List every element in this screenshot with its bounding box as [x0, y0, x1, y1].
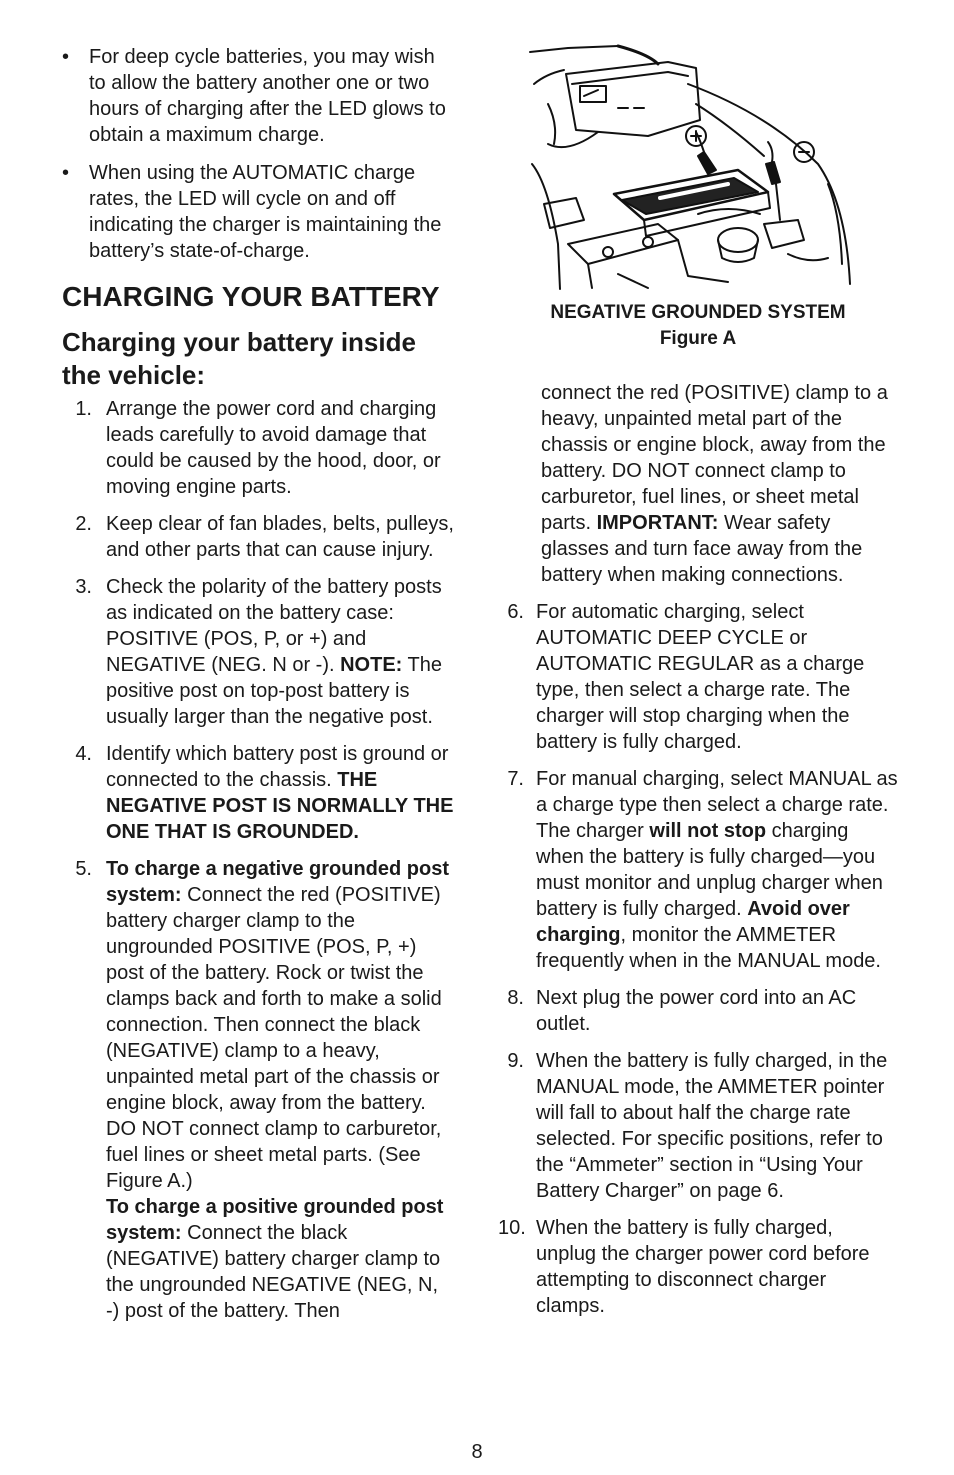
right-column [498, 44, 898, 1330]
negative-ground-text: Connect the red (POSITIVE) battery charger clamp to the ungrounded POSITIVE (POS, P, +) post of the battery. Rock or twist the clamps back and forth to make a solid connection. Then connect the black (NEGATIVE) clamp to a heavy, unpainted metal part of the chassis or engine block, away from the battery. DO NOT connect clamp to carburetor, fuel lines or sheet metal parts. (See Figure A.) [106, 884, 442, 1192]
step-8 [498, 985, 898, 1037]
bullet-symbol: • [62, 46, 70, 68]
negative-ground-label: To charge a negative grounded post system: [106, 858, 450, 906]
step-text: For automatic charging, select AUTOMATIC DEEP CYCLE or AUTOMATIC REGULAR as a charge type, then select a charge rate. The charger will stop charging when the battery is fully charged. [536, 601, 865, 753]
page-number: 8 [471, 1441, 483, 1463]
section-heading: CHARGING YOUR BATTERY [62, 281, 440, 312]
subsection-heading: Charging your battery inside the vehicle: [62, 327, 416, 390]
step-emphasis: Avoid over charging [536, 898, 850, 946]
step-number: 7. [507, 768, 524, 790]
ammeter-icon [580, 86, 606, 102]
step-5-continued [498, 380, 898, 588]
step-text: , monitor the AMMETER frequently when in the MANUAL mode. [536, 924, 881, 972]
step-number: 2. [75, 513, 92, 535]
step-number: 8. [507, 987, 524, 1009]
positive-ground-text: Connect the black (NEGATIVE) battery charger clamp to the ungrounded NEGATIVE (NEG, N, -) post of the battery. Then [106, 1222, 441, 1322]
step-number: 5. [75, 858, 92, 880]
step-text: Next plug the power cord into an AC outlet. [536, 987, 857, 1035]
bullet-item [62, 44, 454, 148]
step-10 [498, 1215, 898, 1319]
minus-marker-icon [794, 142, 814, 162]
step-6 [498, 599, 898, 755]
step-warning: THE NEGATIVE POST IS NORMALLY THE ONE THAT IS GROUNDED. [106, 769, 454, 843]
step-number: 6. [507, 601, 524, 623]
bullet-text: When using the AUTOMATIC charge rates, the LED will cycle on and off indicating the charger is maintaining the battery’s state-of-charge. [89, 162, 442, 262]
step-number: 4. [75, 743, 92, 765]
plus-marker-icon [686, 126, 706, 146]
note-label: NOTE: [340, 654, 403, 676]
step-text: Identify which battery post is ground or connected to the chassis. [106, 743, 449, 791]
step-number: 1. [75, 398, 92, 420]
step-9 [498, 1048, 898, 1204]
radiator-cap-icon [718, 228, 758, 252]
step-number: 10. [498, 1217, 526, 1239]
step-7 [498, 766, 898, 974]
figure-caption [498, 300, 898, 352]
important-text: Wear safety glasses and turn face away from the battery when making connections. [541, 512, 863, 586]
step-text: Arrange the power cord and charging leads carefully to avoid damage that could be caused by the hood, door, or moving engine parts. [106, 398, 441, 498]
step-text: For manual charging, select MANUAL as a charge type then select a charge rate. The charger [536, 768, 898, 842]
step-number: 9. [507, 1050, 524, 1072]
step-text: charging when the battery is fully charged—you must monitor and unplug charger when battery is fully charged. [536, 820, 883, 920]
positive-ground-label: To charge a positive grounded post system: [106, 1196, 444, 1244]
step-emphasis: will not stop [649, 820, 767, 842]
step-text: When the battery is fully charged, unplug the charger power cord before attempting to disconnect charger clamps. [536, 1217, 870, 1317]
left-column [62, 44, 454, 1335]
step-3 [62, 574, 454, 730]
important-label: IMPORTANT: [596, 512, 719, 534]
figure-caption-label: Figure A [659, 328, 737, 349]
note-text: The positive post on top-post battery is usually larger than the negative post. [106, 654, 442, 728]
bullet-symbol: • [62, 162, 70, 184]
bullet-text: For deep cycle batteries, you may wish to allow the battery another one or two hours of charging after the LED glows to obtain a maximum charge. [89, 46, 446, 146]
step-text: Keep clear of fan blades, belts, pulleys, and other parts that can cause injury. [106, 513, 454, 561]
step-text: When the battery is fully charged, in the MANUAL mode, the AMMETER pointer will fall to about half the charge rate selected. For specific positions, refer to the “Ammeter” section in “Using Your Battery Charger” on page 6. [536, 1050, 888, 1202]
step-number: 3. [75, 576, 92, 598]
step-1 [62, 396, 454, 500]
step-4 [62, 741, 454, 845]
step-2 [62, 511, 454, 563]
step-5 [62, 856, 454, 1324]
step-text: Check the polarity of the battery posts as indicated on the battery case: POSITIVE (POS, P, or +) and NEGATIVE (NEG. N or -). [106, 576, 442, 676]
battery-charger-illustration [528, 44, 858, 294]
charger-body [548, 62, 764, 156]
step-text: connect the red (POSITIVE) clamp to a heavy, unpainted metal part of the chassis or engine block, away from the battery. DO NOT connect clamp to carburetor, fuel lines, or sheet metal parts. [541, 382, 888, 534]
figure-a [528, 44, 888, 294]
bullet-item [62, 160, 454, 264]
battery-icon [614, 170, 770, 236]
figure-caption-title: NEGATIVE GROUNDED SYSTEM [550, 302, 846, 323]
